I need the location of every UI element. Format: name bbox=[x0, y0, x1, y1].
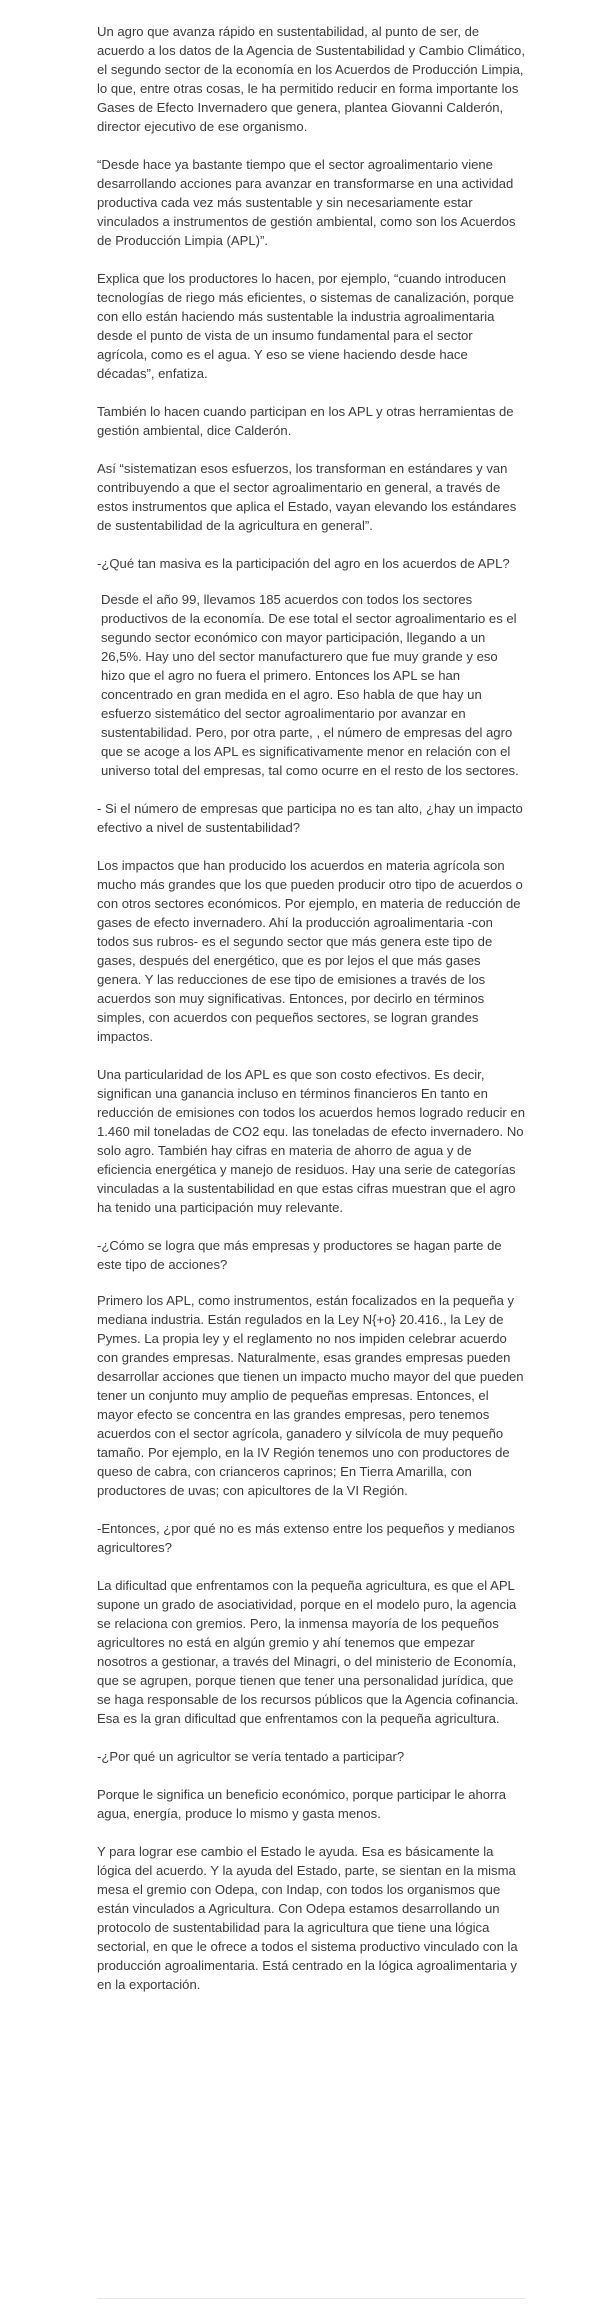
interview-answer: Primero los APL, como instrumentos, están focalizados en la pequeña y mediana industria. Están regulados en la Ley N{+o} 20.416., la Ley de Pymes. La propia ley y el reglamento no nos impiden celebrar acuerdo con grandes empresas. Naturalmente, esas grandes empresas pueden desarrollar acciones que tienen un impacto mucho mayor del que pueden tener un conjunto muy amplio de pequeñas empresas. Entonces, el mayor efecto se concentra en las grandes empresas, pero tenemos acuerdos con el sector agrícola, ganadero y silvícola de muy pequeño tamaño. Por ejemplo, en la IV Región tenemos uno con productores de queso de cabra, con crianceros caprinos; En Tierra Amarilla, con productores de uvas; con apicultores de la VI Región. bbox=[97, 1293, 524, 1498]
body-paragraph: También lo hacen cuando participan en los APL y otras herramientas de gestión ambiental, dice Calderón. bbox=[97, 404, 514, 438]
article-body bbox=[97, 22, 525, 2013]
bottom-divider bbox=[97, 2298, 525, 2299]
interview-question: -¿Cómo se logra que más empresas y productores se hagan parte de este tipo de acciones? bbox=[97, 1238, 502, 1272]
interview-answer: Porque le significa un beneficio económico, porque participar le ahorra agua, energía, produce lo mismo y gasta menos. bbox=[97, 1787, 507, 1821]
interview-question: -Entonces, ¿por qué no es más extenso entre los pequeños y medianos agricultores? bbox=[97, 1521, 515, 1555]
interview-question: -¿Por qué un agricultor se vería tentado a participar? bbox=[97, 1749, 405, 1764]
interview-question: - Si el número de empresas que participa no es tan alto, ¿hay un impacto efectivo a nivel de sustentabilidad? bbox=[97, 801, 523, 835]
interview-answer: Los impactos que han producido los acuerdos en materia agrícola son mucho más grandes que los que pueden producir otro tipo de acuerdos o con otros sectores económicos. Por ejemplo, en materia de reducción de gases de efecto invernadero. Ahí la producción agroalimentaria -con todos sus rubros- es el segundo sector que más genera este tipo de gases, después del energético, que es por lejos el que más gases genera. Y las reducciones de ese tipo de emisiones a través de los acuerdos son muy significativas. Entonces, por decirlo en términos simples, con acuerdos con pequeños sectores, se logran grandes impactos. bbox=[97, 858, 523, 1044]
body-paragraph: Explica que los productores lo hacen, por ejemplo, “cuando introducen tecnologías de riego más eficientes, o sistemas de canalización, porque con ello están haciendo más sustentable la industria agroalimentaria desde el punto de vista de un insumo fundamental para el sector agrícola, como es el agua. Y eso se viene haciendo desde hace décadas”, enfatiza. bbox=[97, 271, 515, 381]
interview-answer: La dificultad que enfrentamos con la pequeña agricultura, es que el APL supone un grado de asociatividad, porque en el modelo puro, la agencia se relaciona con gremios. Pero, la inmensa mayoría de los pequeños agricultores no está en algún gremio y ahí tenemos que empezar nosotros a gestionar, a través del Minagri, o del ministerio de Economía, que se agrupen, porque tienen que tener una personalidad jurídica, que se haga responsable de los recursos públicos que la Agencia cofinancia. Esa es la gran dificultad que enfrentamos con la pequeña agricultura. bbox=[97, 1578, 519, 1726]
interview-answer: Y para lograr ese cambio el Estado le ayuda. Esa es básicamente la lógica del acuerdo. Y la ayuda del Estado, parte, se sientan en la misma mesa el gremio con Odepa, con Indap, con todos los organismos que están vinculados a Agricultura. Con Odepa estamos desarrollando un protocolo de sustentabilidad para la agricultura que tiene una lógica sectorial, en que le ofrece a todos el sistema productivo vinculado con la producción agroalimentaria. Está centrado en la lógica agroalimentaria y en la exportación. bbox=[97, 1844, 518, 1992]
body-paragraph: Así “sistematizan esos esfuerzos, los transforman en estándares y van contribuyendo a que el sector agroalimentario en general, a través de estos instrumentos que aplica el Estado, vayan elevando los estándares de sustentabilidad de la agricultura en general”. bbox=[97, 461, 517, 533]
interview-answer: Desde el año 99, llevamos 185 acuerdos con todos los sectores productivos de la economía. De ese total el sector agroalimentario es el segundo sector económico con mayor participación, llegando a un 26,5%. Hay uno del sector manufacturero que fue muy grande y eso hizo que el agro no fuera el primero. Entonces los APL se han concentrado en gran medida en el agro. Eso habla de que hay un esfuerzo sistemático del sector agroalimentario por avanzar en sustentabilidad. Pero, por otra parte, , el número de empresas del agro que se acoge a los APL es significativamente menor en relación con el universo total del empresas, tal como ocurre en el resto de los sectores. bbox=[101, 592, 519, 778]
intro-paragraph: Un agro que avanza rápido en sustentabilidad, al punto de ser, de acuerdo a los datos de la Agencia de Sustentabilidad y Cambio Climático, el segundo sector de la economía en los Acuerdos de Producción Limpia, lo que, entre otras cosas, le ha permitido reducir en forma importante los Gases de Efecto Invernadero que genera, plantea Giovanni Calderón, director ejecutivo de ese organismo. bbox=[97, 24, 525, 134]
interview-question: -¿Qué tan masiva es la participación del agro en los acuerdos de APL? bbox=[97, 556, 510, 571]
interview-answer: Una particularidad de los APL es que son costo efectivos. Es decir, significan una ganancia incluso en términos financieros En tanto en reducción de emisiones con todos los acuerdos hemos logrado reducir en 1.460 mil toneladas de CO2 equ. las toneladas de efecto invernadero. No solo agro. También hay cifras en materia de ahorro de agua y de eficiencia energética y manejo de residuos. Hay una serie de categorías vinculadas a la sustentabilidad en que estas cifras muestran que el agro ha tenido una participación muy relevante. bbox=[97, 1067, 525, 1215]
quote-paragraph: “Desde hace ya bastante tiempo que el sector agroalimentario viene desarrollando acciones para avanzar en transformarse en una actividad productiva cada vez más sustentable y sin necesariamente estar vinculados a instrumentos de gestión ambiental, como son los Acuerdos de Producción Limpia (APL)”. bbox=[97, 157, 516, 248]
